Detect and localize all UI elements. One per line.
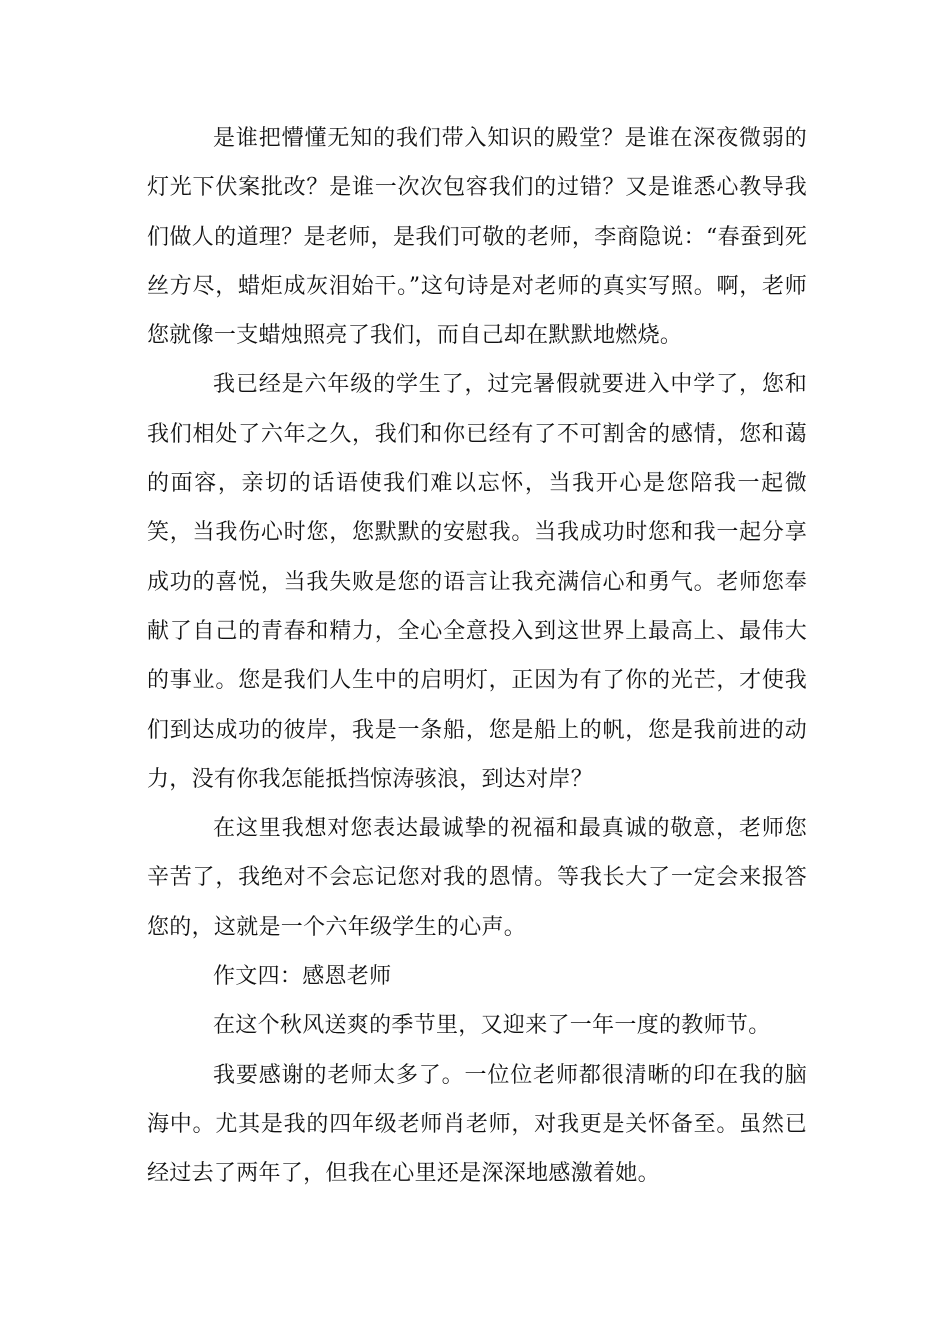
paragraph-six-years: 我已经是六年级的学生了，过完暑假就要进入中学了，您和我们相处了六年之久，我们和你已经有了不可割舍的感情，您和蔼的面容，亲切的话语使我们难以忘怀，当我开心是您陪我一起微笑，当我伤心时您，您默默的安慰我。当我成功时您和我一起分享成功的喜悦，当我失败是您的语言让我充满信心和勇气。老师您奉献了自己的青春和精力，全心全意投入到这世界上最高上、最伟大的事业。您是我们人生中的启明灯，正因为有了你的光芒，才使我们到达成功的彼岸，我是一条船，您是船上的帆，您是我前进的动力，没有你我怎能抵挡惊涛骇浪，到达对岸？ [147,372,807,792]
paragraph-gratitude: 在这里我想对您表达最诚挚的祝福和最真诚的敬意，老师您辛苦了，我绝对不会忘记您对我的恩情。等我长大了一定会来报答您的，这就是一个六年级学生的心声。 [147,816,807,940]
paragraph-teacher-praise: 是谁把懵懂无知的我们带入知识的殿堂？是谁在深夜微弱的灯光下伏案批改？是谁一次次包容我们的过错？又是谁悉心教导我们做人的道理？是老师，是我们可敬的老师，李商隐说：“春蚕到死丝方尽，蜡炬成灰泪始干。”这句诗是对老师的真实写照。啊，老师您就像一支蜡烛照亮了我们，而自己却在默默地燃烧。 [147,126,807,349]
essay-heading: 作文四：感恩老师 [213,964,392,990]
paragraph-teachers-day: 在这个秋风送爽的季节里，又迎来了一年一度的教师节。 [213,1013,771,1039]
document-body [147,114,807,1199]
paragraph-teacher-xiao: 我要感谢的老师太多了。一位位老师都很清晰的印在我的脑海中。尤其是我的四年级老师肖老师，对我更是关怀备至。虽然已经过去了两年了，但我在心里还是深深地感激着她。 [147,1062,807,1187]
